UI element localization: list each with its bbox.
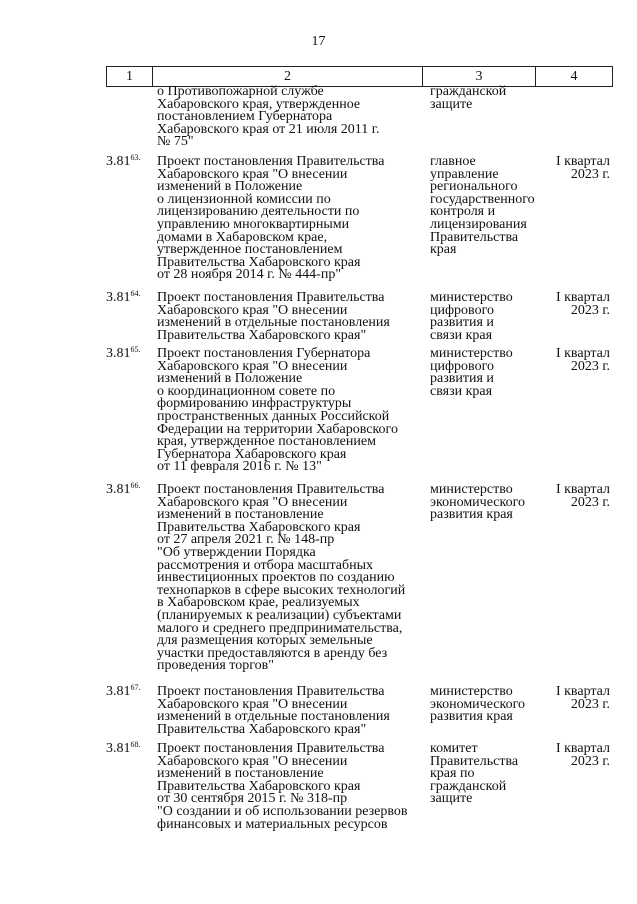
item-number-main: 3.81 [106, 684, 131, 699]
item-number-sup: 67. [130, 683, 141, 692]
item-number [106, 481, 156, 497]
item-number-main: 3.81 [106, 482, 131, 497]
deadline: I квартал 2023 г. [555, 684, 610, 712]
measure-title: Проект постановления Правительства Хабаровского края "О внесении изменений в Положение о лицензионной комиссии по лицензированию деятельности по управлению многоквартирными домами в Хабаровском крае, утвержденное постановлением Правительства Хабаровского края от 28 ноября 2014 г. № 444-пр" [157, 154, 385, 283]
measure-title: Проект постановления Губернатора Хабаровского края "О внесении изменений в Положение о координационном совете по формированию инфраструктуры пространственных данных Российской Федерации на территории Хабаровского края, утвержденное постановлением Губернатора Хабаровского края от 11 февраля 2016 г. № 13" [157, 346, 398, 475]
item-number-sup: 68. [130, 740, 141, 749]
deadline: I квартал 2023 г. [555, 154, 610, 182]
deadline: I квартал 2023 г. [555, 482, 610, 510]
item-number [106, 345, 156, 361]
column-header-4: 4 [570, 69, 578, 84]
responsible-body: гражданской защите [430, 84, 507, 112]
responsible-body: министерство экономического развития края [430, 684, 525, 725]
page-number: 17 [311, 34, 326, 49]
measure-title: о Противопожарной службе Хабаровского края, утвержденное постановлением Губернатора Хабаровского края от 21 июля 2011 г. № 75" [157, 84, 380, 150]
item-number [106, 740, 156, 756]
column-header-3: 3 [423, 67, 536, 86]
measure-title: Проект постановления Правительства Хабаровского края "О внесении изменений в постановление Правительства Хабаровского края от 30 сентября 2015 г. № 318-пр "О создании и об использовании резервов финансовых и материальных ресурсов [157, 741, 408, 832]
responsible-body: комитет Правительства края по гражданской защите [430, 741, 519, 807]
item-number [106, 683, 156, 699]
responsible-body: министерство цифрового развития и связи края [430, 346, 513, 399]
item-number-sup: 65. [130, 345, 141, 354]
item-number-main: 3.81 [106, 741, 131, 756]
measure-title: Проект постановления Правительства Хабаровского края "О внесении изменений в отдельные постановления Правительства Хабаровского края" [157, 684, 390, 737]
measure-title: Проект постановления Правительства Хабаровского края "О внесении изменений в отдельные постановления Правительства Хабаровского края" [157, 290, 390, 343]
responsible-body: главное управление регионального государственного контроля и лицензирования Правительства края [430, 154, 535, 258]
deadline: I квартал 2023 г. [555, 290, 610, 318]
column-header-2: 2 [153, 67, 423, 86]
column-header-1: 1 [107, 67, 153, 86]
item-number [106, 289, 156, 305]
item-number [106, 153, 156, 169]
deadline: I квартал 2023 г. [555, 741, 610, 769]
responsible-body: министерство цифрового развития и связи края [430, 290, 513, 343]
measure-title: Проект постановления Правительства Хабаровского края "О внесении изменений в постановление Правительства Хабаровского края от 27 апреля 2021 г. № 148-пр "Об утверждении Порядка рассмотрения и отбора масштабных инвестиционных проектов по созданию технопарков в сфере высоких технологий в Хабаровском крае, реализуемых (планируемых к реализации) субъектами малого и среднего предпринимательства, для размещения которых земельные участки предоставляются в аренду без проведения торгов" [157, 482, 406, 674]
item-number-main: 3.81 [106, 346, 131, 361]
item-number-sup: 63. [130, 153, 141, 162]
responsible-body: министерство экономического развития края [430, 482, 525, 523]
item-number-sup: 66. [130, 481, 141, 490]
item-number-main: 3.81 [106, 290, 131, 305]
deadline: I квартал 2023 г. [555, 346, 610, 374]
item-number-main: 3.81 [106, 154, 131, 169]
item-number-sup: 64. [130, 289, 141, 298]
